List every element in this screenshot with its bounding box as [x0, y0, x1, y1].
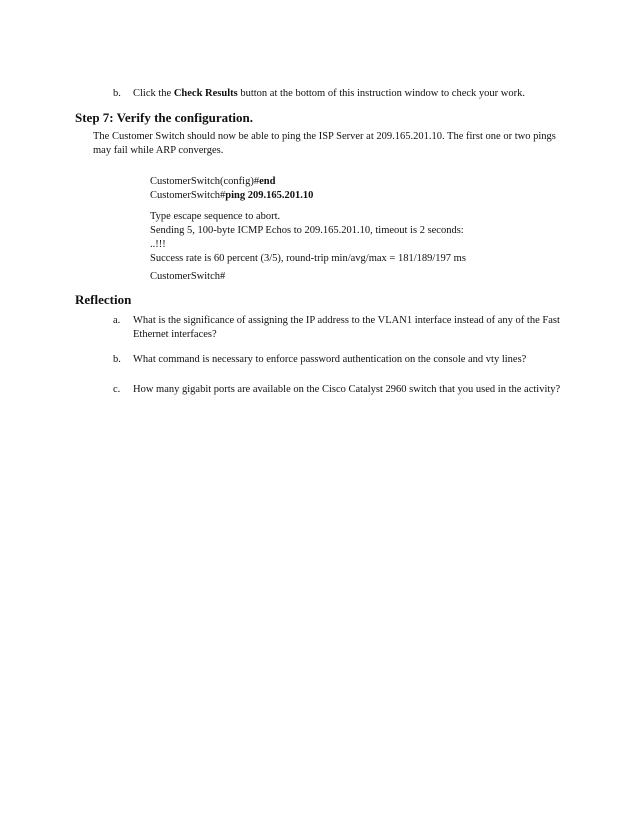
cli-command: end	[259, 176, 276, 187]
reflection-question	[133, 314, 573, 342]
reflection-item-c	[113, 383, 573, 397]
instruction-suffix: button at the bottom of this instruction window to check your work.	[237, 88, 525, 99]
cli-prompt: CustomerSwitch(config)#	[150, 176, 260, 187]
question-line: What is the significance of assigning the IP address to the VLAN1 interface instead of any of the Fast	[133, 315, 560, 326]
cli-line-end	[150, 175, 620, 189]
reflection-item-a	[113, 314, 573, 342]
list-marker: a.	[113, 315, 121, 326]
check-results-label: Check Results	[173, 88, 238, 99]
list-marker: b.	[113, 354, 121, 365]
reflection-item-b	[113, 353, 573, 367]
cli-line: Type escape sequence to abort.	[150, 211, 281, 222]
step-paragraph	[93, 130, 623, 158]
list-marker: b.	[113, 88, 121, 99]
reflection-question: How many gigabit ports are available on the Cisco Catalyst 2960 switch that you used in the activity?	[133, 384, 561, 395]
instruction-text	[133, 87, 613, 101]
instruction-item-b	[113, 87, 613, 101]
cli-line: Success rate is 60 percent (3/5), round-trip min/avg/max = 181/189/197 ms	[150, 253, 466, 264]
instruction-prefix: Click the	[133, 88, 174, 99]
cli-command: ping 209.165.201.10	[225, 190, 314, 201]
cli-prompt: CustomerSwitch#	[150, 190, 226, 201]
cli-line: CustomerSwitch#	[150, 271, 226, 282]
question-line: Ethernet interfaces?	[133, 329, 217, 340]
cli-output	[150, 175, 620, 203]
paragraph-line: may fail while ARP converges.	[93, 145, 224, 156]
cli-line-ping	[150, 189, 620, 203]
cli-ping-output	[150, 210, 620, 266]
cli-final-prompt	[150, 270, 620, 284]
list-marker: c.	[113, 384, 121, 395]
cli-line: ..!!!	[150, 239, 166, 250]
reflection-heading: Reflection	[75, 292, 132, 307]
reflection-question: What command is necessary to enforce password authentication on the console and vty lines?	[133, 354, 527, 365]
cli-line: Sending 5, 100-byte ICMP Echos to 209.165.201.10, timeout is 2 seconds:	[150, 225, 464, 236]
step-heading: Step 7: Verify the configuration.	[75, 110, 254, 125]
paragraph-line: The Customer Switch should now be able to ping the ISP Server at 209.165.201.10. The first one or two pings	[93, 131, 556, 142]
